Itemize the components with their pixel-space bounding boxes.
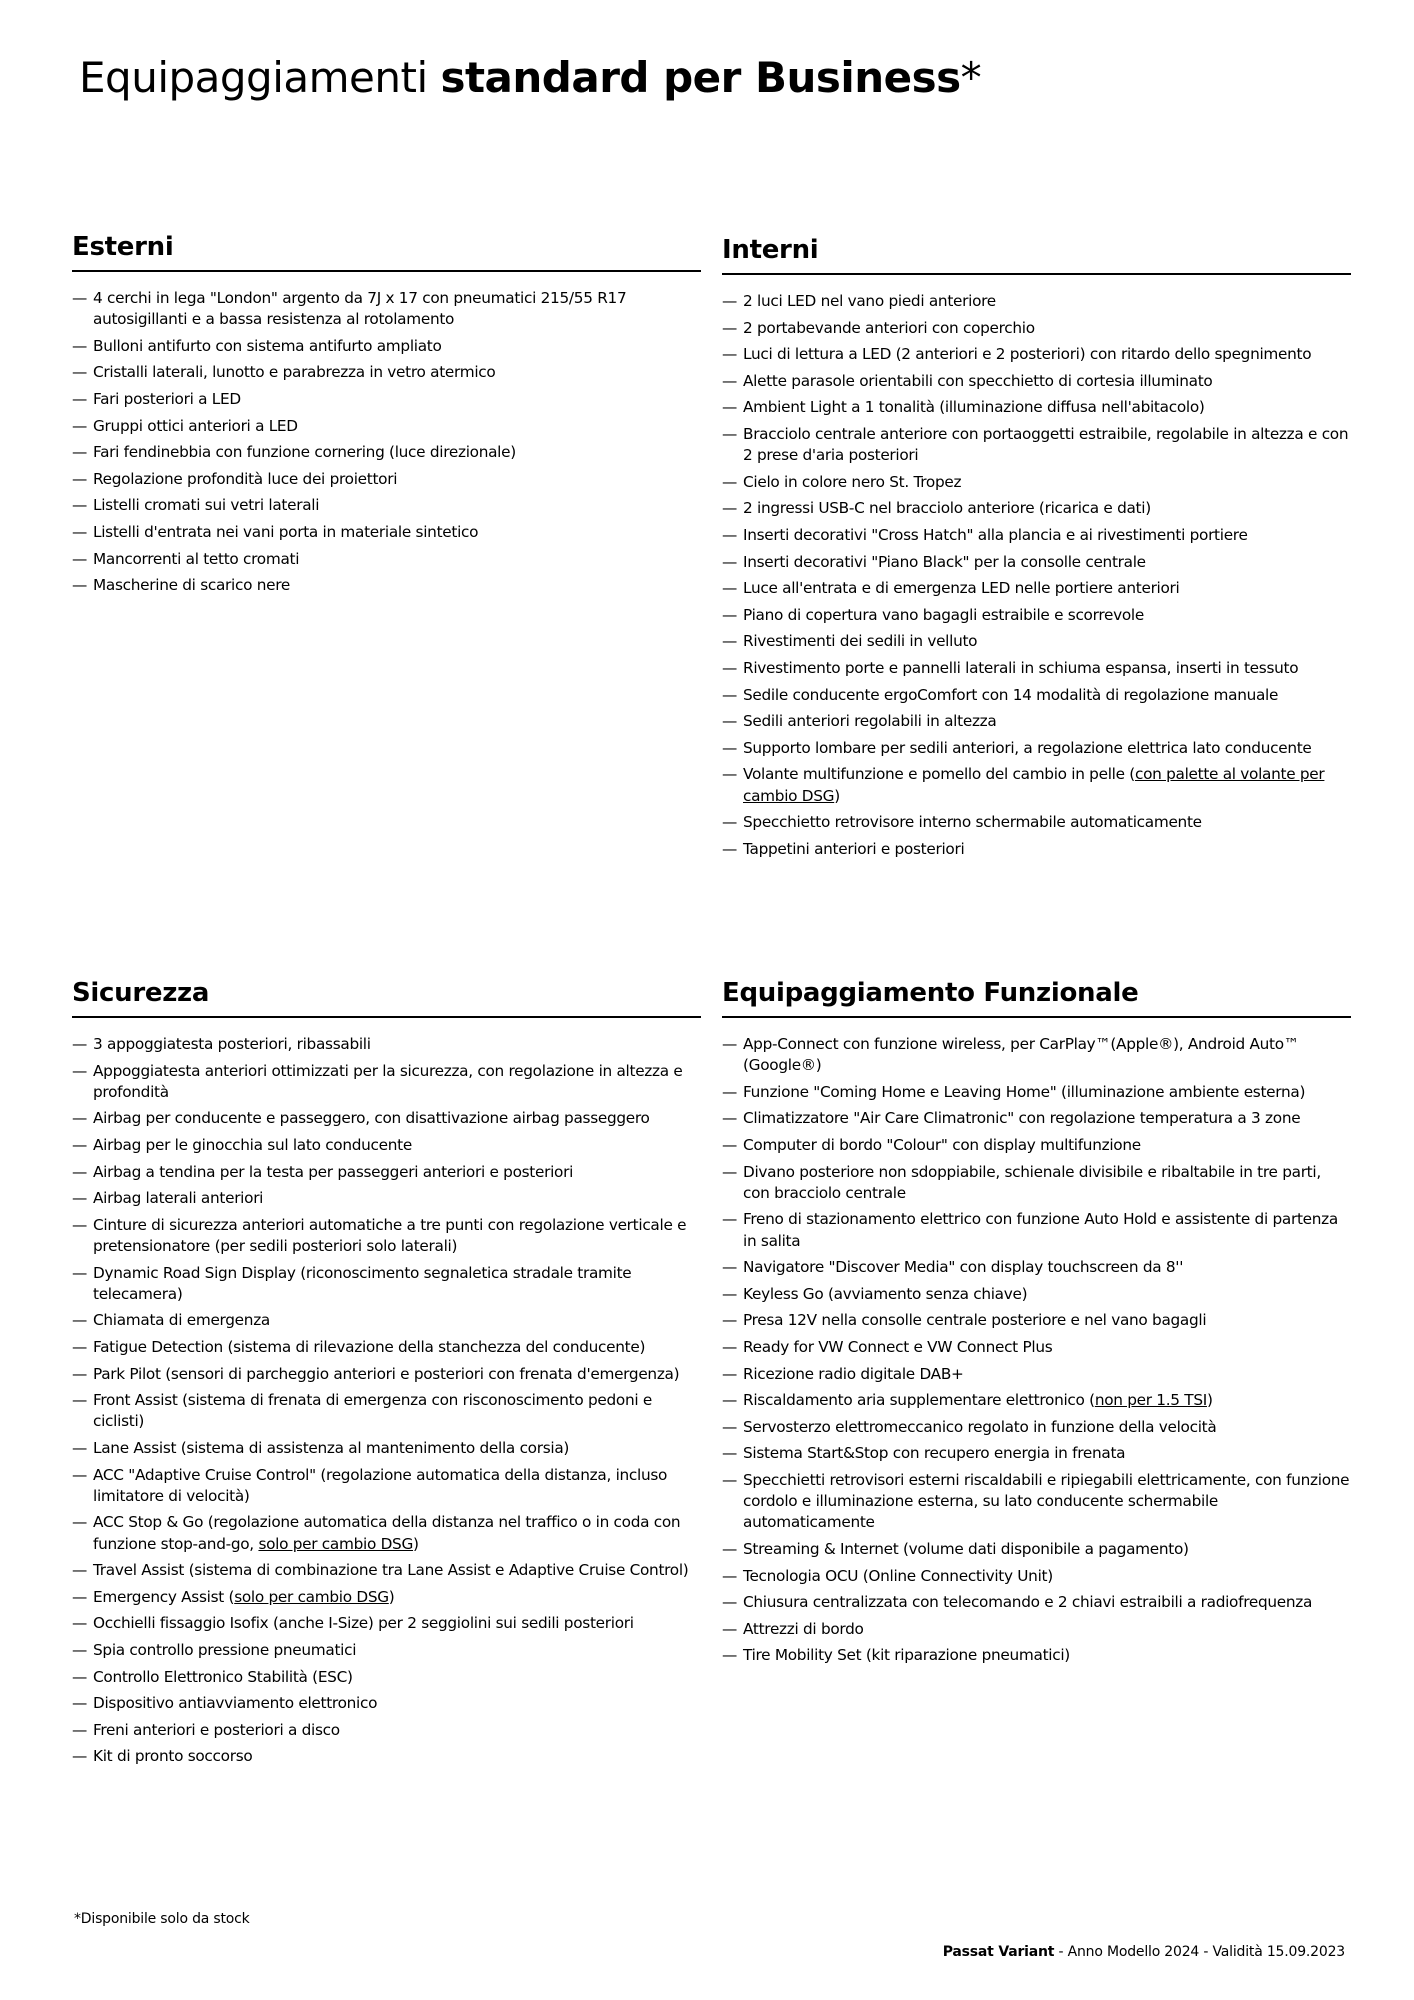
list-item: — Fari fendinebbia con funzione cornering (luce direzionale)	[72, 442, 701, 463]
footnote: *Disponibile solo da stock	[74, 1911, 250, 1927]
list-item: — Cristalli laterali, lunotto e parabrezza in vetro atermico	[72, 362, 701, 383]
section-sicurezza	[72, 976, 701, 1773]
underlined-note: con palette al volante per cambio DSG	[743, 765, 1325, 805]
list-item: — 3 appoggiatesta posteriori, ribassabili	[72, 1034, 701, 1055]
list-item: — Presa 12V nella consolle centrale posteriore e nel vano bagagli	[722, 1310, 1351, 1331]
page-title	[79, 52, 981, 104]
list-item: — Lane Assist (sistema di assistenza al mantenimento della corsia)	[72, 1438, 701, 1459]
list-item: — Front Assist (sistema di frenata di emergenza con risconoscimento pedoni e ciclisti)	[72, 1390, 701, 1432]
list-item: — Bracciolo centrale anteriore con portaoggetti estraibile, regolabile in altezza e con 2 prese d'aria posteriori	[722, 424, 1351, 466]
list-item: — Attrezzi di bordo	[722, 1619, 1351, 1640]
item-list-interni	[722, 291, 1351, 860]
list-item: — Dispositivo antiavviamento elettronico	[72, 1693, 701, 1714]
list-item: — Cinture di sicurezza anteriori automatiche a tre punti con regolazione verticale e pretensionatore (per sedili posteriori solo laterali)	[72, 1215, 701, 1257]
list-item: — Occhielli fissaggio Isofix (anche I-Size) per 2 seggiolini sui sedili posteriori	[72, 1613, 701, 1634]
footer-model: Passat Variant	[942, 1944, 1055, 1960]
section-heading-esterni: Esterni	[72, 230, 701, 272]
list-item: — Freno di stazionamento elettrico con funzione Auto Hold e assistente di partenza in salita	[722, 1209, 1351, 1251]
list-item: — Navigatore "Discover Media" con display touchscreen da 8''	[722, 1257, 1351, 1278]
list-item: — Airbag per le ginocchia sul lato conducente	[72, 1135, 701, 1156]
list-item: — Ricezione radio digitale DAB+	[722, 1364, 1351, 1385]
list-item: — Park Pilot (sensori di parcheggio anteriori e posteriori con frenata d'emergenza)	[72, 1364, 701, 1385]
list-item: — Piano di copertura vano bagagli estraibile e scorrevole	[722, 605, 1351, 626]
list-item: — Sistema Start&Stop con recupero energia in frenata	[722, 1443, 1351, 1464]
list-item: — Tappetini anteriori e posteriori	[722, 839, 1351, 860]
list-item: — Ready for VW Connect e VW Connect Plus	[722, 1337, 1351, 1358]
list-item: — ACC Stop & Go (regolazione automatica della distanza nel traffico o in coda con funzione stop-and-go, solo per cambio DSG)	[72, 1512, 701, 1554]
list-item: — Sedili anteriori regolabili in altezza	[722, 711, 1351, 732]
list-item: — 2 ingressi USB-C nel bracciolo anteriore (ricarica e dati)	[722, 498, 1351, 519]
list-item: — Emergency Assist (solo per cambio DSG)	[72, 1587, 701, 1608]
list-item: — Keyless Go (avviamento senza chiave)	[722, 1284, 1351, 1305]
list-item: — App-Connect con funzione wireless, per CarPlay™(Apple®), Android Auto™ (Google®)	[722, 1034, 1351, 1076]
page-footer	[943, 1942, 1345, 1962]
list-item: — Mancorrenti al tetto cromati	[72, 549, 701, 570]
list-item: — Climatizzatore "Air Care Climatronic" con regolazione temperatura a 3 zone	[722, 1108, 1351, 1129]
list-item: — Luce all'entrata e di emergenza LED nelle portiere anteriori	[722, 578, 1351, 599]
list-item: — Ambient Light a 1 tonalità (illuminazione diffusa nell'abitacolo)	[722, 397, 1351, 418]
list-item: — Listelli cromati sui vetri laterali	[72, 495, 701, 516]
list-item: — Volante multifunzione e pomello del cambio in pelle (con palette al volante per cambio DSG)	[722, 764, 1351, 806]
page-title-asterisk: *	[960, 53, 982, 102]
underlined-note: solo per cambio DSG	[234, 1587, 389, 1606]
list-item: — Streaming & Internet (volume dati disponibile a pagamento)	[722, 1539, 1351, 1560]
list-item: — Divano posteriore non sdoppiabile, schienale divisibile e ribaltabile in tre parti, con bracciolo centrale	[722, 1162, 1351, 1204]
list-item: — Tire Mobility Set (kit riparazione pneumatici)	[722, 1645, 1351, 1666]
section-heading-interni: Interni	[722, 233, 1351, 275]
list-item: — Appoggiatesta anteriori ottimizzati per la sicurezza, con regolazione in altezza e profondità	[72, 1061, 701, 1103]
list-item: — 2 portabevande anteriori con coperchio	[722, 318, 1351, 339]
list-item: — Riscaldamento aria supplementare elettronico (non per 1.5 TSI)	[722, 1390, 1351, 1411]
list-item: — Travel Assist (sistema di combinazione tra Lane Assist e Adaptive Cruise Control)	[72, 1560, 701, 1581]
page-title-bold: standard per Business	[440, 53, 961, 102]
list-item: — Inserti decorativi "Cross Hatch" alla plancia e ai rivestimenti portiere	[722, 525, 1351, 546]
list-item: — Fari posteriori a LED	[72, 389, 701, 410]
item-list-funzionale	[722, 1034, 1351, 1667]
item-list-esterni	[72, 288, 701, 596]
list-item: — Listelli d'entrata nei vani porta in materiale sintetico	[72, 522, 701, 543]
section-esterni	[72, 230, 701, 602]
list-item: — Airbag laterali anteriori	[72, 1188, 701, 1209]
underlined-note: non per 1.5 TSI	[1094, 1391, 1207, 1410]
list-item: — Mascherine di scarico nere	[72, 575, 701, 596]
list-item: — Spia controllo pressione pneumatici	[72, 1640, 701, 1661]
list-item: — Kit di pronto soccorso	[72, 1746, 701, 1767]
list-item: — Bulloni antifurto con sistema antifurto ampliato	[72, 336, 701, 357]
list-item: — Airbag per conducente e passeggero, con disattivazione airbag passeggero	[72, 1108, 701, 1129]
list-item: — Supporto lombare per sedili anteriori, a regolazione elettrica lato conducente	[722, 738, 1351, 759]
list-item: — Cielo in colore nero St. Tropez	[722, 472, 1351, 493]
list-item: — Specchietti retrovisori esterni riscaldabili e ripiegabili elettricamente, con funzione cordolo e illuminazione esterna, su lato conducente schermabile automaticamente	[722, 1470, 1351, 1534]
section-heading-funzionale: Equipaggiamento Funzionale	[722, 976, 1351, 1018]
list-item: — 4 cerchi in lega "London" argento da 7J x 17 con pneumatici 215/55 R17 autosigillanti e a bassa resistenza al rotolamento	[72, 288, 701, 330]
list-item: — Funzione "Coming Home e Leaving Home" (illuminazione ambiente esterna)	[722, 1082, 1351, 1103]
list-item: — Inserti decorativi "Piano Black" per la consolle centrale	[722, 552, 1351, 573]
list-item: — Specchietto retrovisore interno schermabile automaticamente	[722, 812, 1351, 833]
item-list-sicurezza	[72, 1034, 701, 1767]
page-title-light: Equipaggiamenti	[79, 53, 441, 102]
list-item: — Luci di lettura a LED (2 anteriori e 2 posteriori) con ritardo dello spegnimento	[722, 344, 1351, 365]
list-item: — Tecnologia OCU (Online Connectivity Unit)	[722, 1566, 1351, 1587]
list-item: — ACC "Adaptive Cruise Control" (regolazione automatica della distanza, incluso limitatore di velocità)	[72, 1465, 701, 1507]
list-item: — Computer di bordo "Colour" con display multifunzione	[722, 1135, 1351, 1156]
list-item: — Chiamata di emergenza	[72, 1310, 701, 1331]
list-item: — Alette parasole orientabili con specchietto di cortesia illuminato	[722, 371, 1351, 392]
footer-details: - Anno Modello 2024 - Validità 15.09.2023	[1054, 1944, 1345, 1960]
list-item: — Gruppi ottici anteriori a LED	[72, 416, 701, 437]
list-item: — Airbag a tendina per la testa per passeggeri anteriori e posteriori	[72, 1162, 701, 1183]
list-item: — 2 luci LED nel vano piedi anteriore	[722, 291, 1351, 312]
list-item: — Rivestimenti dei sedili in velluto	[722, 631, 1351, 652]
list-item: — Fatigue Detection (sistema di rilevazione della stanchezza del conducente)	[72, 1337, 701, 1358]
section-heading-sicurezza: Sicurezza	[72, 976, 701, 1018]
list-item: — Dynamic Road Sign Display (riconoscimento segnaletica stradale tramite telecamera)	[72, 1263, 701, 1305]
list-item: — Controllo Elettronico Stabilità (ESC)	[72, 1667, 701, 1688]
list-item: — Rivestimento porte e pannelli laterali in schiuma espansa, inserti in tessuto	[722, 658, 1351, 679]
list-item: — Chiusura centralizzata con telecomando e 2 chiavi estraibili a radiofrequenza	[722, 1592, 1351, 1613]
list-item: — Sedile conducente ergoComfort con 14 modalità di regolazione manuale	[722, 685, 1351, 706]
underlined-note: solo per cambio DSG	[258, 1534, 414, 1553]
list-item: — Servosterzo elettromeccanico regolato in funzione della velocità	[722, 1417, 1351, 1438]
section-equipaggiamento-funzionale	[722, 976, 1351, 1672]
section-interni	[722, 233, 1351, 865]
list-item: — Freni anteriori e posteriori a disco	[72, 1720, 701, 1741]
list-item: — Regolazione profondità luce dei proiettori	[72, 469, 701, 490]
